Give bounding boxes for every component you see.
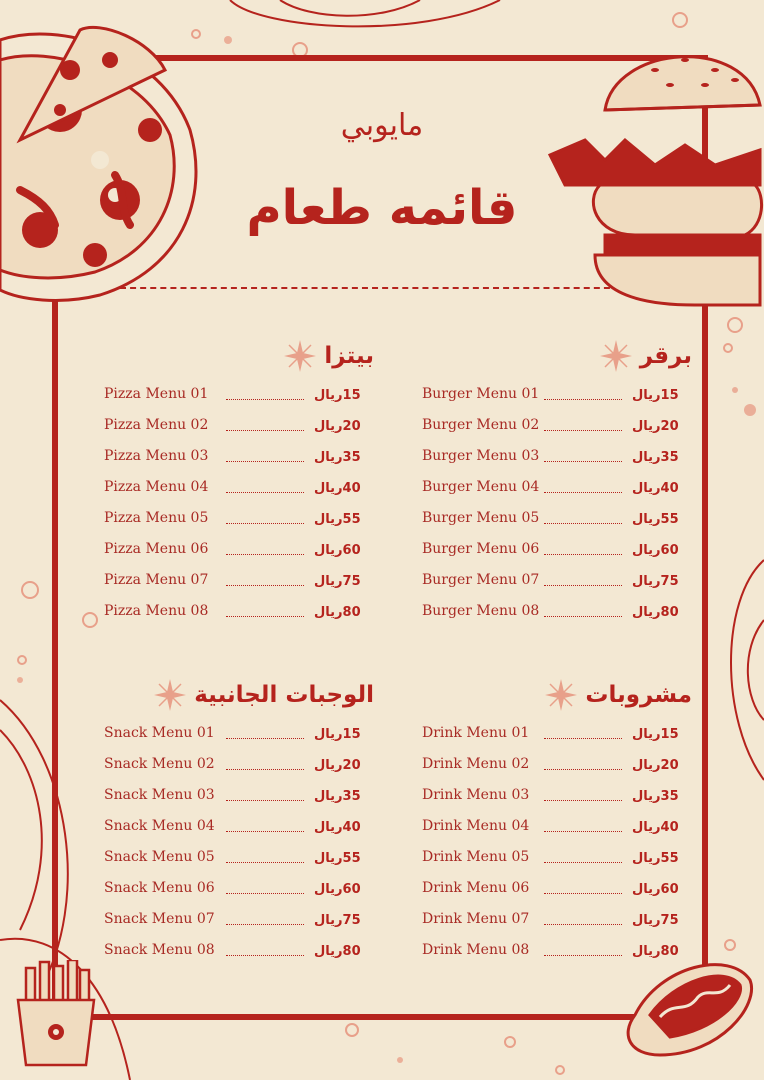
item-name: Snack Menu 03	[104, 787, 215, 803]
item-price: 40ريال	[632, 481, 679, 496]
list-item	[422, 541, 692, 572]
list-item	[422, 818, 692, 849]
list-item	[104, 386, 374, 417]
section-header-snacks	[152, 675, 374, 715]
list-item	[104, 942, 374, 973]
list-item	[104, 787, 374, 818]
pizza-icon	[0, 0, 230, 310]
leader-line	[226, 769, 304, 770]
leader-line	[544, 523, 622, 524]
star-icon	[282, 338, 318, 374]
leader-line	[544, 769, 622, 770]
item-name: Pizza Menu 06	[104, 541, 209, 557]
list-item	[104, 541, 374, 572]
list-item	[104, 756, 374, 787]
item-price: 80ريال	[632, 605, 679, 620]
item-price: 20ريال	[632, 758, 679, 773]
item-price: 40ريال	[314, 481, 361, 496]
section-title-snacks: الوجبات الجانبية	[194, 682, 374, 708]
leader-line	[226, 585, 304, 586]
item-price: 55ريال	[314, 851, 361, 866]
list-item	[422, 756, 692, 787]
leader-line	[226, 523, 304, 524]
item-price: 40ريال	[314, 820, 361, 835]
section-title-drinks: مشروبات	[585, 682, 692, 708]
burger-list	[422, 386, 692, 634]
list-item	[422, 942, 692, 973]
section-header-drinks	[543, 675, 692, 715]
item-price: 75ريال	[314, 574, 361, 589]
leader-line	[226, 738, 304, 739]
star-icon	[598, 338, 634, 374]
list-item	[422, 479, 692, 510]
item-name: Drink Menu 04	[422, 818, 530, 834]
item-price: 15ريال	[632, 388, 679, 403]
item-name: Drink Menu 03	[422, 787, 530, 803]
page-title: قائمه طعام	[246, 180, 518, 236]
leader-line	[544, 554, 622, 555]
item-price: 35ريال	[632, 789, 679, 804]
leader-line	[226, 831, 304, 832]
list-item	[422, 725, 692, 756]
item-name: Drink Menu 02	[422, 756, 530, 772]
leader-line	[226, 924, 304, 925]
item-name: Snack Menu 01	[104, 725, 215, 741]
item-price: 60ريال	[632, 543, 679, 558]
leader-line	[544, 955, 622, 956]
item-price: 35ريال	[314, 450, 361, 465]
list-item	[422, 417, 692, 448]
item-name: Snack Menu 04	[104, 818, 215, 834]
leader-line	[544, 399, 622, 400]
brand-name: مايوبي	[340, 108, 424, 143]
item-price: 15ريال	[314, 388, 361, 403]
burger-icon	[545, 35, 764, 315]
list-item	[422, 849, 692, 880]
list-item	[422, 603, 692, 634]
item-name: Pizza Menu 05	[104, 510, 209, 526]
item-name: Snack Menu 06	[104, 880, 215, 896]
leader-line	[226, 616, 304, 617]
list-item	[422, 880, 692, 911]
leader-line	[544, 924, 622, 925]
fries-icon	[12, 960, 102, 1070]
item-name: Snack Menu 07	[104, 911, 215, 927]
star-icon	[152, 677, 188, 713]
section-title-burger: برقر	[639, 343, 692, 369]
leader-line	[544, 831, 622, 832]
item-price: 15ريال	[632, 727, 679, 742]
item-name: Burger Menu 07	[422, 572, 540, 588]
list-item	[422, 386, 692, 417]
leader-line	[226, 492, 304, 493]
drinks-list	[422, 725, 692, 973]
list-item	[104, 725, 374, 756]
leader-line	[226, 430, 304, 431]
item-price: 60ريال	[314, 882, 361, 897]
leader-line	[544, 461, 622, 462]
leader-line	[544, 430, 622, 431]
item-name: Burger Menu 02	[422, 417, 540, 433]
item-name: Burger Menu 08	[422, 603, 540, 619]
item-name: Drink Menu 01	[422, 725, 530, 741]
list-item	[104, 479, 374, 510]
item-name: Drink Menu 07	[422, 911, 530, 927]
item-name: Snack Menu 05	[104, 849, 215, 865]
item-name: Pizza Menu 07	[104, 572, 209, 588]
list-item	[422, 911, 692, 942]
section-title-pizza: بيتزا	[324, 343, 374, 369]
item-price: 55ريال	[632, 851, 679, 866]
item-name: Snack Menu 02	[104, 756, 215, 772]
item-price: 15ريال	[314, 727, 361, 742]
list-item	[104, 510, 374, 541]
item-name: Pizza Menu 02	[104, 417, 209, 433]
list-item	[422, 787, 692, 818]
item-price: 80ريال	[314, 605, 361, 620]
item-name: Pizza Menu 03	[104, 448, 209, 464]
item-price: 55ريال	[632, 512, 679, 527]
leader-line	[226, 461, 304, 462]
leader-line	[226, 862, 304, 863]
item-price: 80ريال	[632, 944, 679, 959]
item-price: 75ريال	[632, 913, 679, 928]
item-price: 35ريال	[632, 450, 679, 465]
leader-line	[544, 492, 622, 493]
list-item	[104, 572, 374, 603]
leader-line	[544, 800, 622, 801]
item-price: 20ريال	[314, 758, 361, 773]
leader-line	[544, 862, 622, 863]
item-name: Snack Menu 08	[104, 942, 215, 958]
list-item	[422, 510, 692, 541]
item-name: Burger Menu 06	[422, 541, 540, 557]
item-name: Pizza Menu 04	[104, 479, 209, 495]
leader-line	[226, 800, 304, 801]
item-price: 60ريال	[314, 543, 361, 558]
leader-line	[226, 893, 304, 894]
item-name: Pizza Menu 08	[104, 603, 209, 619]
list-item	[422, 572, 692, 603]
item-price: 40ريال	[632, 820, 679, 835]
star-icon	[543, 677, 579, 713]
list-item	[422, 448, 692, 479]
item-price: 20ريال	[314, 419, 361, 434]
item-price: 55ريال	[314, 512, 361, 527]
item-price: 75ريال	[314, 913, 361, 928]
item-price: 60ريال	[632, 882, 679, 897]
leader-line	[226, 399, 304, 400]
list-item	[104, 603, 374, 634]
item-price: 35ريال	[314, 789, 361, 804]
item-price: 80ريال	[314, 944, 361, 959]
item-name: Drink Menu 06	[422, 880, 530, 896]
leader-line	[544, 585, 622, 586]
item-name: Burger Menu 01	[422, 386, 540, 402]
list-item	[104, 880, 374, 911]
leader-line	[226, 955, 304, 956]
item-name: Pizza Menu 01	[104, 386, 209, 402]
item-name: Burger Menu 03	[422, 448, 540, 464]
section-header-pizza	[282, 336, 374, 376]
item-name: Drink Menu 08	[422, 942, 530, 958]
leader-line	[226, 554, 304, 555]
item-price: 75ريال	[632, 574, 679, 589]
section-header-burger	[598, 336, 692, 376]
leader-line	[544, 738, 622, 739]
list-item	[104, 417, 374, 448]
leader-line	[544, 616, 622, 617]
list-item	[104, 448, 374, 479]
pizza-list	[104, 386, 374, 634]
item-price: 20ريال	[632, 419, 679, 434]
list-item	[104, 818, 374, 849]
list-item	[104, 911, 374, 942]
leader-line	[544, 893, 622, 894]
item-name: Burger Menu 04	[422, 479, 540, 495]
snacks-list	[104, 725, 374, 973]
item-name: Burger Menu 05	[422, 510, 540, 526]
item-name: Drink Menu 05	[422, 849, 530, 865]
list-item	[104, 849, 374, 880]
